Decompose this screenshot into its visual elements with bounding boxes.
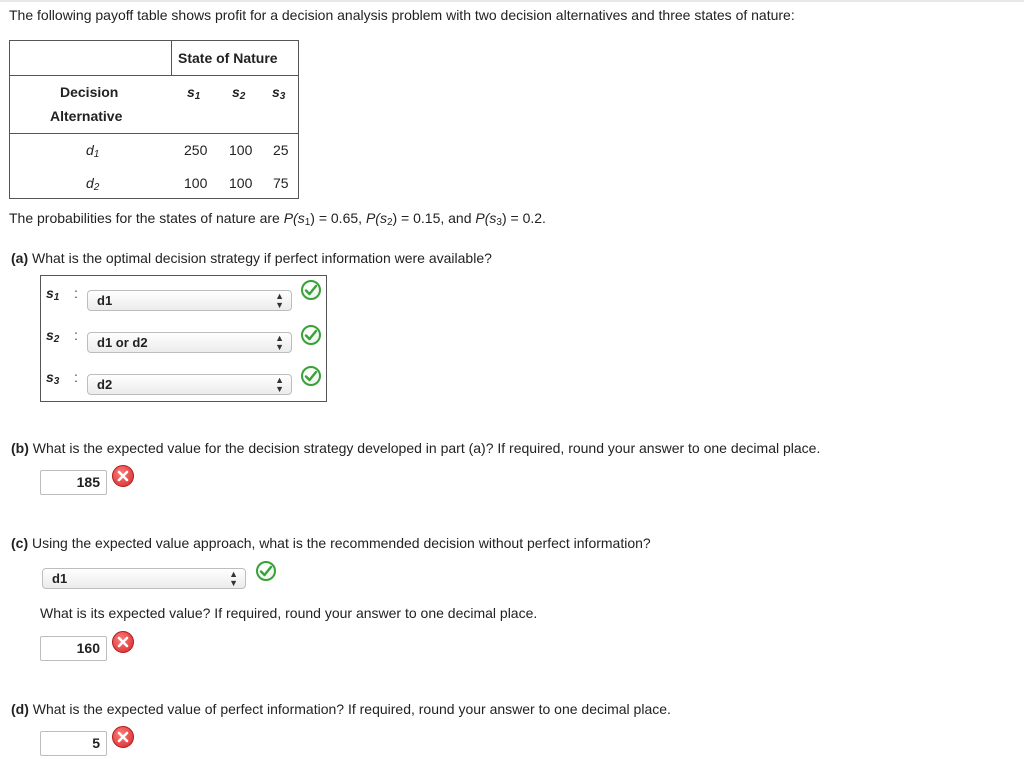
state-header-s1: $s_1$ [187,84,201,102]
strategy-select-s3[interactable] [87,374,292,395]
answer-b-input[interactable]: 185 [40,470,107,495]
x-circle-icon [112,726,134,748]
state-header-s2: $s_2$ [232,84,246,102]
colon: : [74,369,78,385]
cell-d1-s3: 25 [273,142,289,158]
colon: : [74,285,78,301]
alternative-header: Alternative [50,108,123,124]
row-label-d2: $d_2$ [86,175,100,193]
strategy-select-s1[interactable] [87,290,292,311]
strategy-select-s2[interactable] [87,332,292,353]
question-c-followup: What is its expected value? If required, round your answer to one decimal place. [40,605,538,621]
select-value: d1 [52,571,68,586]
table-divider [10,75,298,76]
check-circle-icon [256,561,276,581]
updown-arrows-icon: ▲ ▼ [229,569,238,588]
cell-d1-s1: 250 [184,142,208,158]
strategy-label-s3: $s_3$ [46,369,60,387]
cell-d2-s2: 100 [229,175,253,191]
select-value: d2 [97,377,113,392]
x-circle-icon [112,631,134,653]
select-value: d1 [97,293,113,308]
x-circle-icon [112,465,134,487]
top-rule [0,0,1024,2]
strategy-table [40,275,327,402]
updown-arrows-icon: ▲ ▼ [275,291,284,310]
check-circle-icon [301,325,321,345]
question-b: (b) What is the expected value for the decision strategy developed in part (a)? If required, round your answer to one decimal place. [11,440,821,456]
check-circle-icon [301,280,321,300]
strategy-label-s2: $s_2$ [46,327,60,345]
cell-d2-s3: 75 [273,175,289,191]
question-c: (c) Using the expected value approach, what is the recommended decision without perfect information? [11,535,651,551]
answer-c-input[interactable]: 160 [40,636,107,661]
check-circle-icon [301,366,321,386]
cell-d1-s2: 100 [229,142,253,158]
decision-select-c[interactable] [42,568,246,589]
strategy-label-s1: $s_1$ [46,285,60,303]
table-divider [10,133,298,134]
colon: : [74,327,78,343]
row-label-d1: $d_1$ [86,142,100,160]
decision-header: Decision [60,84,119,100]
state-of-nature-header: State of Nature [178,50,278,66]
state-header-s3: $s_3$ [272,84,286,102]
cell-d2-s1: 100 [184,175,208,191]
intro-text: The following payoff table shows profit for a decision analysis problem with two decision alternatives and three states of nature: [9,7,795,23]
select-value: d1 or d2 [97,335,148,350]
answer-d-input[interactable]: 5 [40,731,107,756]
updown-arrows-icon: ▲ ▼ [275,375,284,394]
question-d: (d) What is the expected value of perfect information? If required, round your answer to one decimal place. [11,701,671,717]
table-divider [171,41,172,75]
question-a: (a) What is the optimal decision strategy if perfect information were available? [11,250,492,266]
payoff-table [9,40,299,199]
updown-arrows-icon: ▲ ▼ [275,333,284,352]
probabilities-text: The probabilities for the states of nature are $P(s_1) = 0.65$, $P(s_2) = 0.15$, and $P(s_3) = 0.2$. [9,210,546,228]
